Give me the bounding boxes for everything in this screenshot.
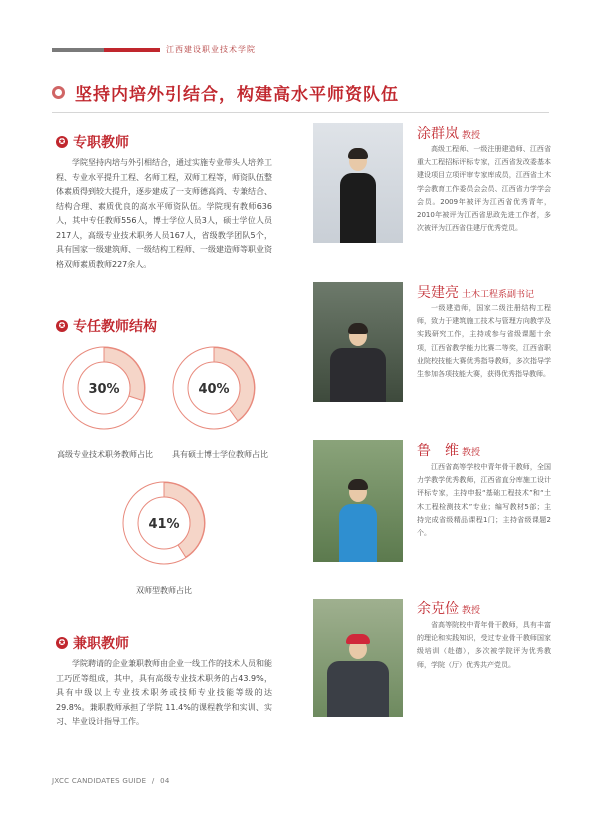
teacher-title: 教授 [462, 606, 481, 616]
star-badge-icon: ✪ [56, 136, 68, 148]
page-title: 坚持内培外引结合，构建高水平师资队伍 [75, 85, 399, 105]
donut-chart-dual [122, 481, 206, 565]
donut-caption: 具有硕士博士学位教师占比 [172, 450, 268, 459]
person-figure [339, 482, 377, 562]
teacher-name-row [417, 282, 534, 302]
teacher-name: 鲁 维 [417, 443, 459, 459]
teacher-title: 教授 [462, 448, 481, 458]
parttime-paragraph: 学院聘请的企业兼职教师由企业一线工作的技术人员和能工巧匠等组成，其中，具有高级专业技术职务的占43.9%，具有中级以上专业技术职务或技师专业技能等级的达 29.8%。兼职教师承担了学院 11.4%的课程教学和实训、实习、毕业设计指导工作。 [56, 659, 272, 726]
star-badge-icon: ✪ [56, 637, 68, 649]
fulltime-paragraph: 学院坚持内培与外引相结合，通过实施专业带头人培养工程、专业水平提升工程、名师工程，双师工程等，师资队伍整体素质得到较大提升，逐步建成了一支师德高尚、专兼结合、结构合理、素质优良的高水平师资队伍。学院现有教师636人，其中专任教师556人，博士学位人员3人，硕士学位人员217人，高级专业技术职务人员167人，省级教学团队5个，具有国家一级建筑师、一级结构工程师、一级建造师等职业资格双师素质教师227余人。 [56, 158, 272, 269]
footer-page-number: 04 [160, 777, 170, 785]
teacher-name: 涂群岚 [417, 126, 459, 142]
teacher-bio: 江西省高等学校中青年骨干教师，全国力学教学优秀教师，江西省直分库施工设计评标专家，主持申报“基础工程技术”和“土木工程检测技术”专业；编写教材5部；主持完成省级精品课程1门；主持省级课题2个。 [417, 463, 551, 538]
footer-separator: / [151, 777, 155, 785]
section-title: 专任教师结构 [73, 319, 157, 335]
school-logo-text: 江西建设职业技术学院 [166, 45, 256, 54]
donut-caption: 高级专业技术职务教师占比 [57, 450, 153, 459]
section-fulltime-heading [56, 132, 129, 152]
donut-chart-degree [172, 346, 256, 430]
teacher-bio: 高级工程师、一级注册建造师、江西省重大工程招标评标专家，江西省发改委基本建设项目立项评审专家库成员，江西省土木学会教育工作委员会会员、江西省力学学会会员。2009年被评为江西省优秀青年，2010年被评为江西省思政先进工作者，多次被评为江西省住建厅优秀党员。 [417, 145, 551, 233]
teacher-name-row [417, 598, 480, 618]
section-parttime-heading [56, 633, 129, 653]
header-bar-gray [52, 48, 104, 52]
section-title: 兼职教师 [73, 636, 129, 652]
teacher-bio: 省高等院校中青年骨干教师，具有丰富的理论和实践知识，受过专业骨干教师国家级培训（赴德），多次被学院评为优秀教师，学院（厅）优秀共产党员。 [417, 621, 551, 669]
teacher-photo [313, 440, 403, 562]
teacher-name-row [417, 440, 480, 460]
donut-chart-senior [62, 346, 146, 430]
main-title-row [52, 80, 399, 105]
teacher-photo [313, 599, 403, 717]
teacher-title: 教授 [462, 131, 481, 141]
section-title: 专职教师 [73, 135, 129, 151]
teacher-name: 吴建亮 [417, 285, 459, 301]
ring-icon [52, 86, 65, 99]
teacher-bio: 一级建造师，国家二级注册结构工程师，致力于建筑施工技术与管理方向教学及实践研究工作，主持或参与省级课题十余项，江西省教学能力比赛二等奖，江西省职业院校技能大赛优秀指导教师，多次指导学生参加各项技能大赛，获得优秀指导教师。 [417, 304, 551, 379]
header-bar-red [104, 48, 160, 52]
donut-value-label: 40% [198, 382, 230, 397]
title-divider [52, 112, 549, 113]
star-badge-icon: ✪ [56, 320, 68, 332]
person-figure [330, 326, 386, 402]
footer-guide-label: JXCC CANDIDATES GUIDE [52, 777, 147, 785]
page-footer [52, 777, 170, 785]
teacher-photo [313, 282, 403, 402]
section-structure-heading [56, 316, 157, 336]
teacher-photo [313, 123, 403, 243]
donut-value-label: 41% [148, 517, 180, 532]
teacher-name: 余克俭 [417, 601, 459, 617]
donut-caption: 双师型教师占比 [136, 586, 192, 595]
person-figure [327, 639, 389, 717]
donut-value-label: 30% [88, 382, 120, 397]
teacher-name-row [417, 123, 480, 143]
person-figure [340, 151, 376, 243]
teacher-title: 土木工程系副书记 [462, 290, 535, 300]
